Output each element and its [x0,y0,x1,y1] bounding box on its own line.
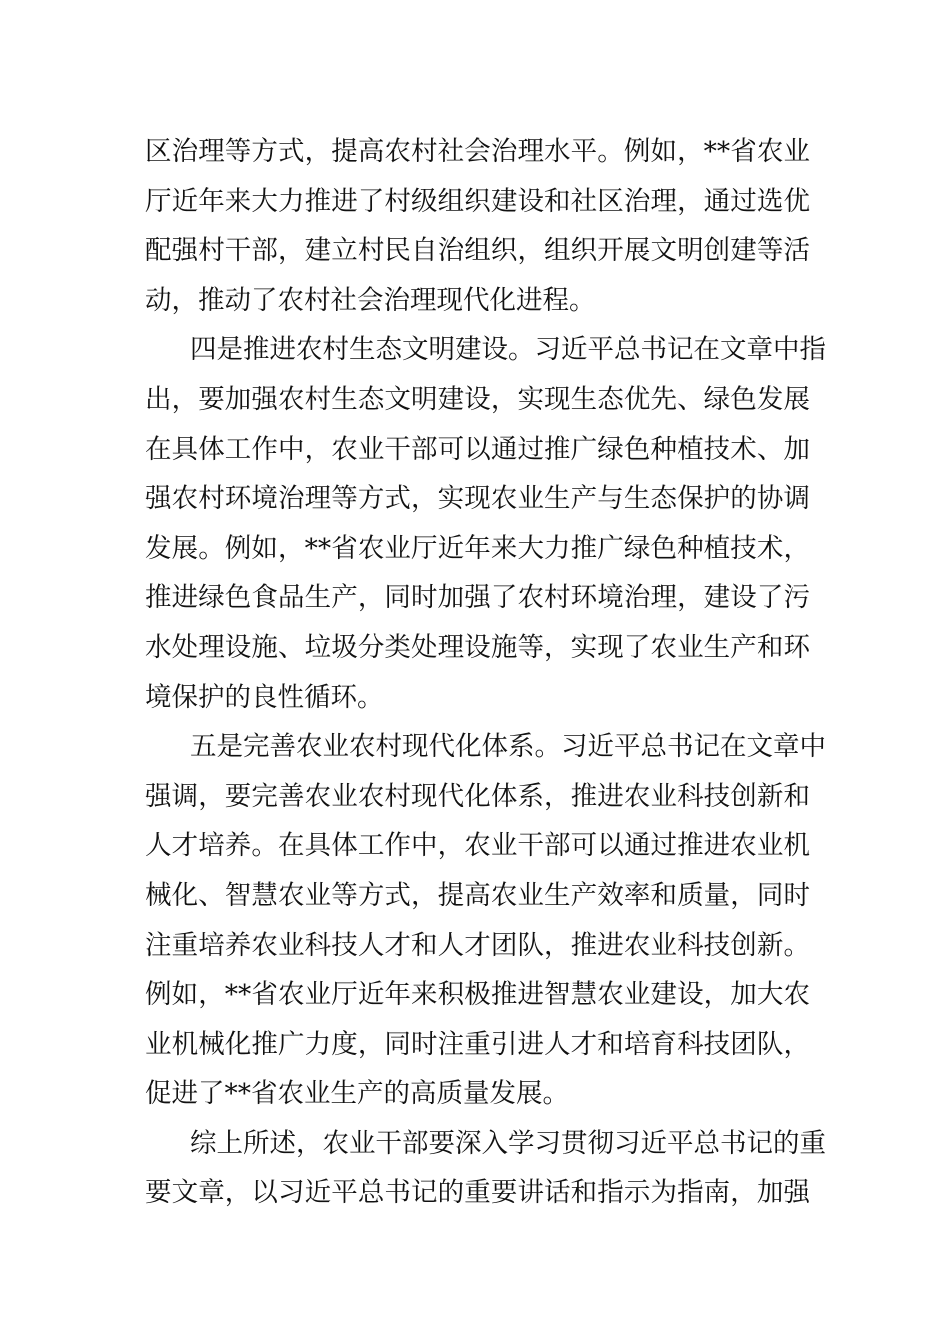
text-line: 推进绿色食品生产，同时加强了农村环境治理，建设了污 [145,582,810,614]
text-line: 四是推进农村生态文明建设。习近平总书记在文章中指 [190,334,826,366]
document-body [145,127,826,1218]
text-line: 强调，要完善农业农村现代化体系，推进农业科技创新和 [145,780,810,812]
text-line: 注重培养农业科技人才和人才团队，推进农业科技创新。 [145,929,810,961]
text-line: 促进了**省农业生产的高质量发展。 [145,1078,569,1110]
text-line: 在具体工作中，农业干部可以通过推广绿色种植技术、加 [145,433,810,465]
text-line: 动，推动了农村社会治理现代化进程。 [145,284,596,316]
text-line: 厅近年来大力推进了村级组织建设和社区治理，通过选优 [145,185,810,217]
text-line: 业机械化推广力度，同时注重引进人才和培育科技团队， [145,1028,810,1060]
text-line: 水处理设施、垃圾分类处理设施等，实现了农业生产和环 [145,631,810,663]
text-line: 出，要加强农村生态文明建设，实现生态优先、绿色发展 [145,383,810,415]
text-line: 例如，**省农业厅近年来积极推进智慧农业建设，加大农 [145,979,810,1011]
text-line: 配强村干部，建立村民自治组织，组织开展文明创建等活 [145,235,810,267]
text-line: 强农村环境治理等方式，实现农业生产与生态保护的协调 [145,483,810,515]
text-line: 综上所述，农业干部要深入学习贯彻习近平总书记的重 [190,1127,826,1159]
text-line: 人才培养。在具体工作中，农业干部可以通过推进农业机 [145,830,810,862]
text-line: 五是完善农业农村现代化体系。习近平总书记在文章中 [190,731,826,763]
text-line: 械化、智慧农业等方式，提高农业生产效率和质量，同时 [145,879,810,911]
text-line: 要文章，以习近平总书记的重要讲话和指示为指南，加强 [145,1177,810,1209]
text-line: 发展。例如，**省农业厅近年来大力推广绿色种植技术， [145,532,810,564]
text-line: 区治理等方式，提高农村社会治理水平。例如，**省农业 [145,136,810,167]
text-line: 境保护的良性循环。 [145,681,384,713]
